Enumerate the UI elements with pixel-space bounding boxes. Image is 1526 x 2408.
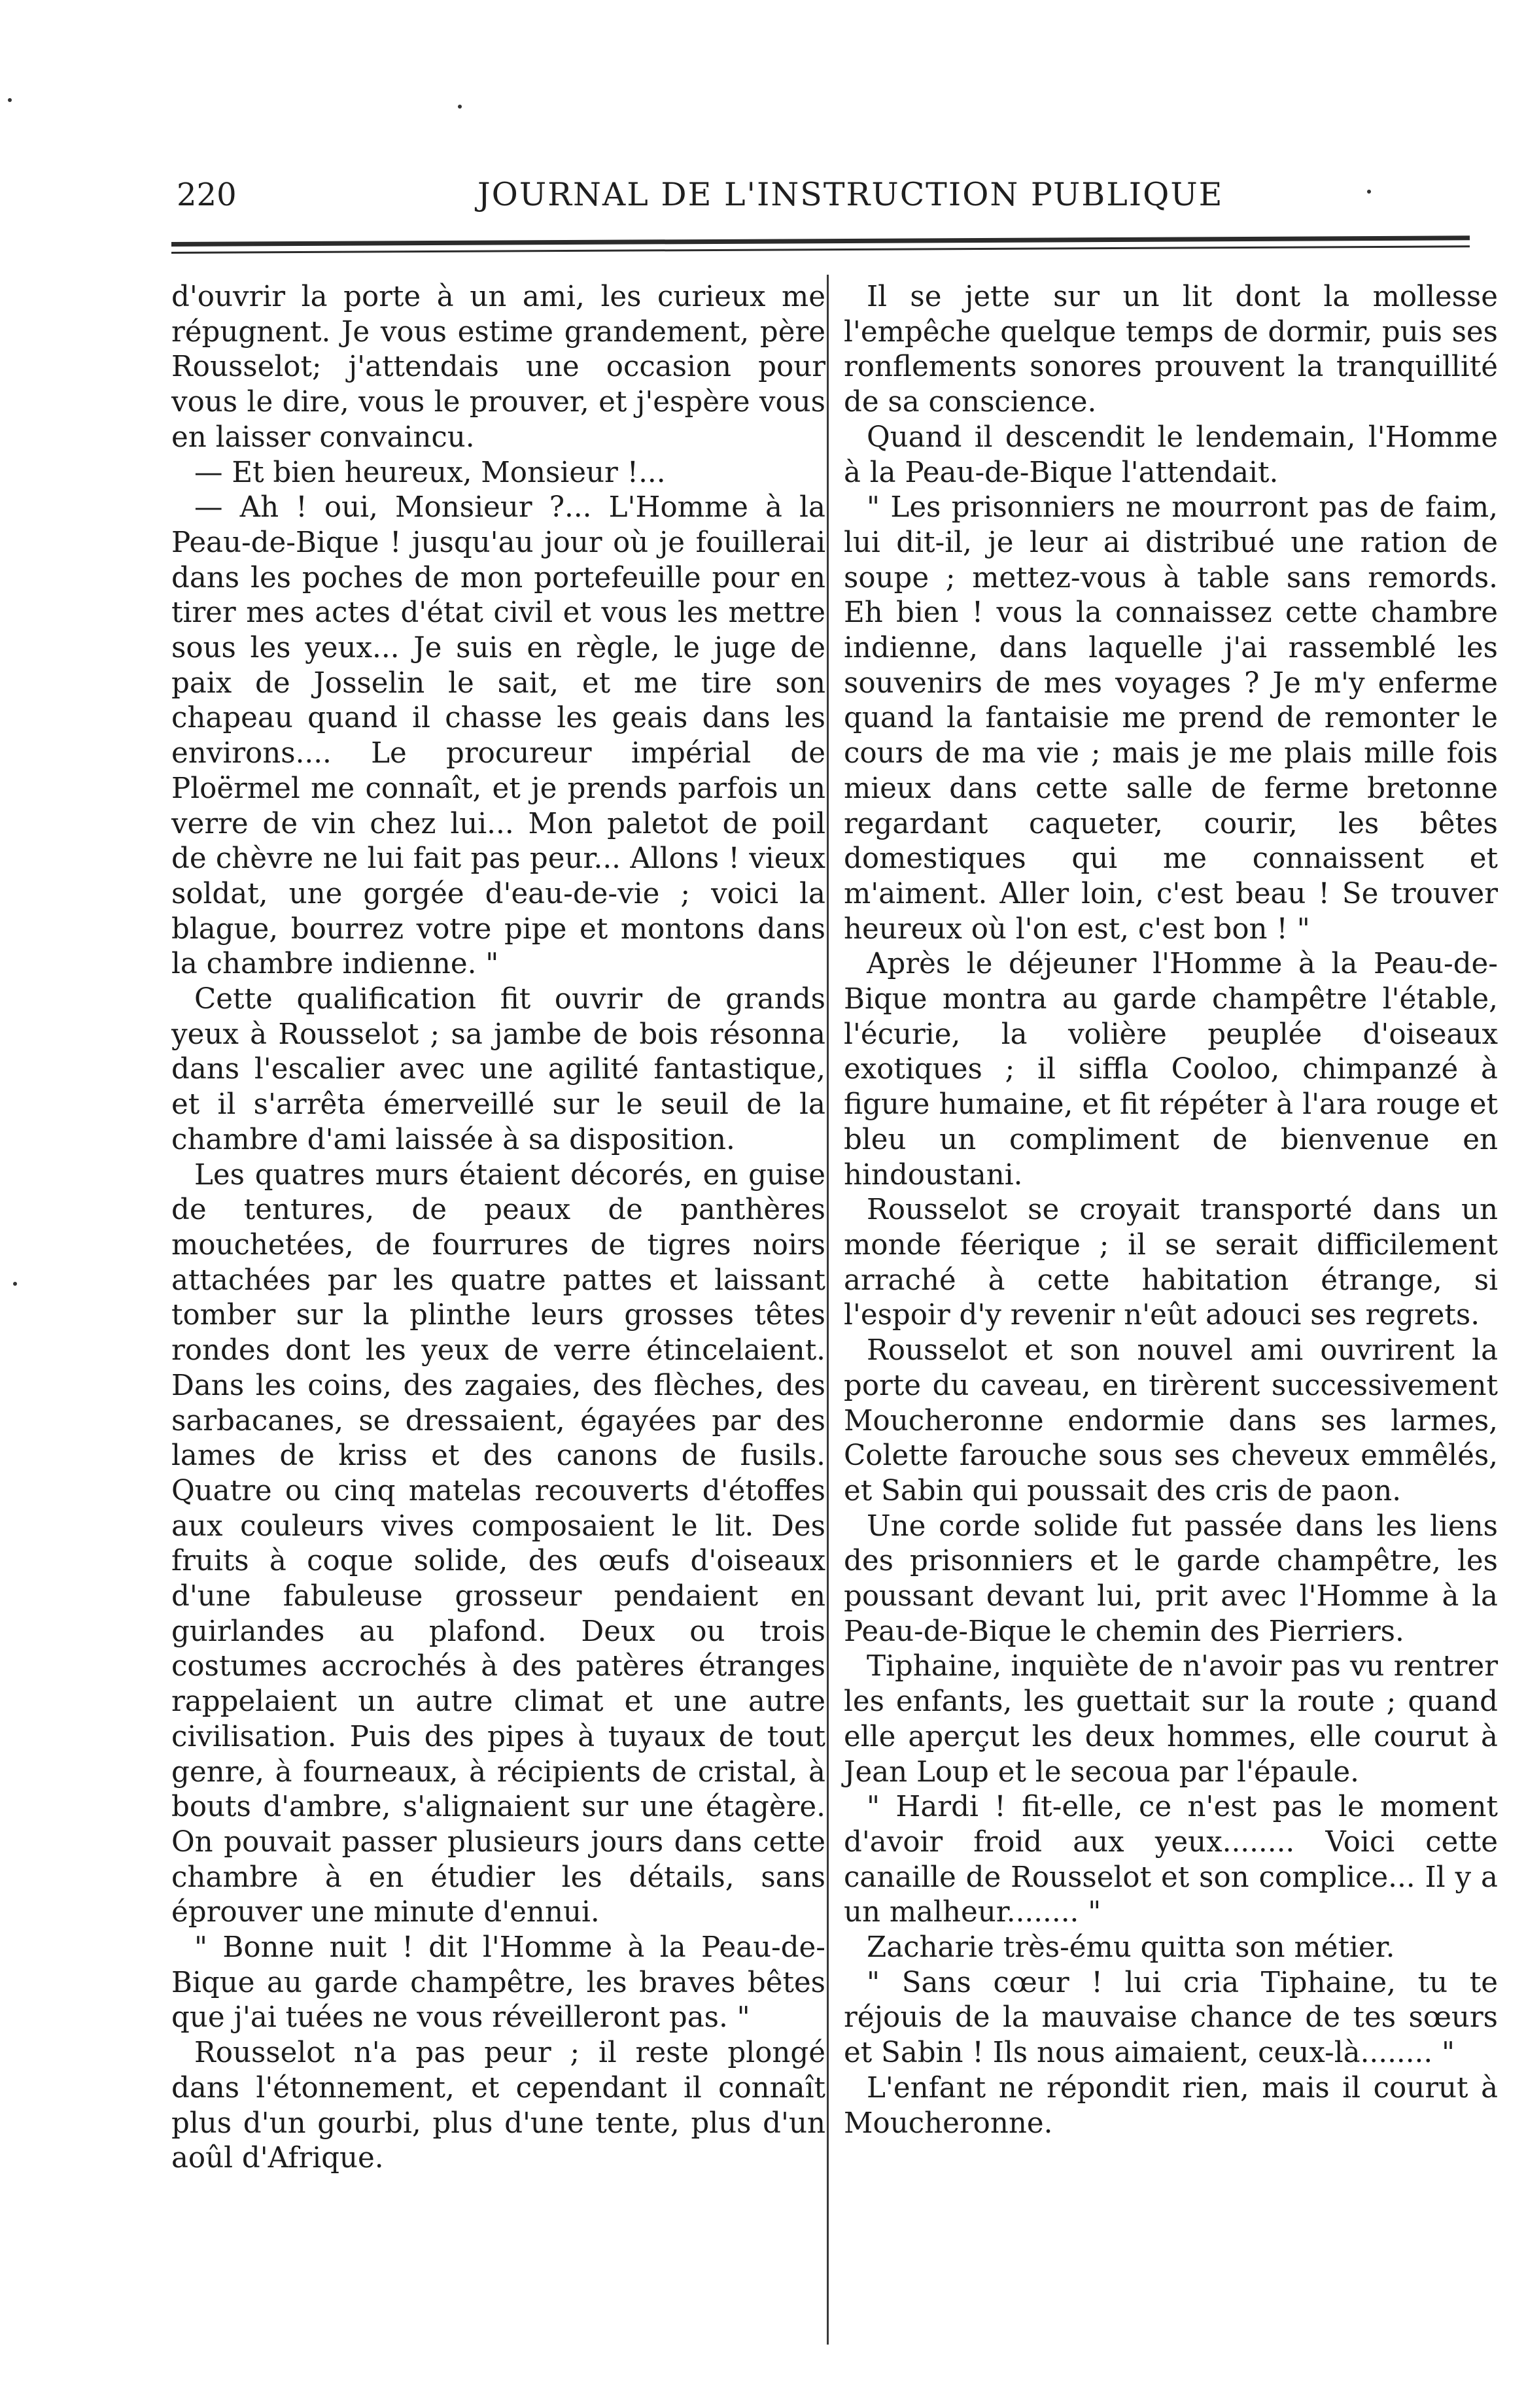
paragraph: Quand il descendit le lendemain, l'Homme à la Peau-de-Bique l'attendait. (844, 421, 1498, 489)
paragraph: " Sans cœur ! lui cria Tiphaine, tu te réjouis de la mauvaise chance de tes sœurs et Sabin ! Ils nous aimaient, ceux-là........ " (844, 1966, 1498, 2070)
print-speck (458, 105, 462, 109)
paragraph: " Les prisonniers ne mourront pas de faim, lui dit-il, je leur ai distribué une ration de soupe ; mettez-vous à table sans remords. Eh bien ! vous la connaissez cette chambre indienne, dans laquelle j'ai rassemblé les souvenirs de mes voyages ? Je m'y enferme quand la fantaisie me prend de remonter le cours de ma vie ; mais je me plais mille fois mieux dans cette salle de ferme bretonne regardant caqueter, courir, les bêtes domestiques qui me connaissent et m'aiment. Aller loin, c'est beau ! Se trouver heureux où l'on est, c'est bon ! " (844, 491, 1498, 946)
paragraph: Rousselot se croyait transporté dans un monde féerique ; il se serait difficilement arraché à cette habitation étrange, si l'espoir d'y revenir n'eût adouci ses regrets. (844, 1194, 1498, 1332)
print-speck (13, 1282, 17, 1286)
paragraph: Les quatres murs étaient décorés, en guise de tentures, de peaux de panthères mouchetées, de fourrures de tigres noirs attachées par les quatre pattes et laissant tomber sur la plinthe leurs grosses têtes rondes dont les yeux de verre étincelaient. Dans les coins, des zagaies, des flèches, des sarbacanes, se dressaient, égayées par des lames de kriss et des canons de fusils. Quatre ou cinq matelas recouverts d'étoffes aux couleurs vives composaient le lit. Des fruits à coque solide, des œufs d'oiseaux d'une fabuleuse grosseur pendaient en guirlandes au plafond. Deux ou trois costumes accrochés à des patères étranges rappelaient un autre climat et une autre civilisation. Puis des pipes à tuyaux de tout genre, à fourneaux, à récipients de cristal, à bouts d'ambre, s'alignaient sur une étagère. On pouvait passer plusieurs jours dans cette chambre à en étudier les détails, sans éprouver une minute d'ennui. (171, 1158, 825, 1929)
paragraph: Zacharie très-ému quitta son métier. (867, 1931, 1395, 1965)
paragraph: Après le déjeuner l'Homme à la Peau-de-Bique montra au garde champêtre l'étable, l'écurie, la volière peuplée d'oiseaux exotiques ; il siffla Cooloo, chimpanzé à figure humaine, et fit répéter à l'ara rouge et bleu un compliment de bienvenue en hindoustani. (844, 948, 1498, 1192)
left-column (171, 280, 825, 2176)
paragraph: — Ah ! oui, Monsieur ?... L'Homme à la Peau-de-Bique ! jusqu'au jour où je fouillerai dans les poches de mon portefeuille pour en tirer mes actes d'état civil et vous les mettre sous les yeux... Je suis en règle, le juge de paix de Josselin le sait, et me tire son chapeau quand il chasse les geais dans les environs.... Le procureur impérial de Ploërmel me connaît, et je prends parfois un verre de vin chez lui... Mon paletot de poil de chèvre ne lui fait pas peur... Allons ! vieux soldat, une gorgée d'eau-de-vie ; voici la blague, bourrez votre pipe et montons dans la chambre indienne. " (171, 491, 825, 981)
page-header (177, 175, 1236, 228)
print-speck (8, 98, 12, 102)
paragraph: L'enfant ne répondit rien, mais il courut à Moucheronne. (844, 2071, 1498, 2140)
paragraph: Rousselot et son nouvel ami ouvrirent la porte du caveau, en tirèrent successivement Moucheronne endormie dans ses larmes, Colette farouche sous ses cheveux emmêlés, et Sabin qui poussait des cris de paon. (844, 1334, 1498, 1507)
paragraph: Il se jette sur un lit dont la mollesse l'empêche quelque temps de dormir, puis ses ronflements sonores prouvent la tranquillité de sa conscience. (844, 281, 1498, 419)
paragraph: Une corde solide fut passée dans les liens des prisonniers et le garde champêtre, les poussant devant lui, prit avec l'Homme à la Peau-de-Bique le chemin des Pierriers. (844, 1509, 1498, 1648)
running-head: JOURNAL DE L'INSTRUCTION PUBLIQUE (477, 176, 1224, 213)
paragraph: Tiphaine, inquiète de n'avoir pas vu rentrer les enfants, les guettait sur la route ; quand elle aperçut les deux hommes, elle courut à Jean Loup et le secoua par l'épaule. (844, 1650, 1498, 1789)
paragraph: " Hardi ! fit-elle, ce n'est pas le moment d'avoir froid aux yeux........ Voici cette canaille de Rousselot et son complice... Il y a un malheur........ " (844, 1791, 1498, 1929)
paragraph: Rousselot n'a pas peur ; il reste plongé dans l'étonnement, et cependant il connaît plus d'un gourbi, plus d'une tente, plus d'un aoûl d'Afrique. (171, 2037, 825, 2175)
right-column (844, 280, 1498, 2141)
paragraph: d'ouvrir la porte à un ami, les curieux me répugnent. Je vous estime grandement, père Rousselot; j'attendais une occasion pour vous le dire, vous le prouver, et j'espère vous en laisser convaincu. (171, 281, 825, 454)
header-rule-thin (171, 245, 1470, 254)
print-speck (1367, 190, 1371, 194)
paragraph: Cette qualification fit ouvrir de grands yeux à Rousselot ; sa jambe de bois résonna dans l'escalier avec une agilité fantastique, et il s'arrêta émerveillé sur le seuil de la chambre d'ami laissée à sa disposition. (171, 983, 825, 1156)
header-rule-thick (171, 235, 1470, 247)
paragraph: — Et bien heureux, Monsieur !... (194, 456, 666, 489)
page-number: 220 (177, 177, 237, 213)
column-divider (827, 275, 829, 2345)
paragraph: " Bonne nuit ! dit l'Homme à la Peau-de-Bique au garde champêtre, les braves bêtes que j'ai tuées ne vous réveilleront pas. " (171, 1931, 825, 2035)
